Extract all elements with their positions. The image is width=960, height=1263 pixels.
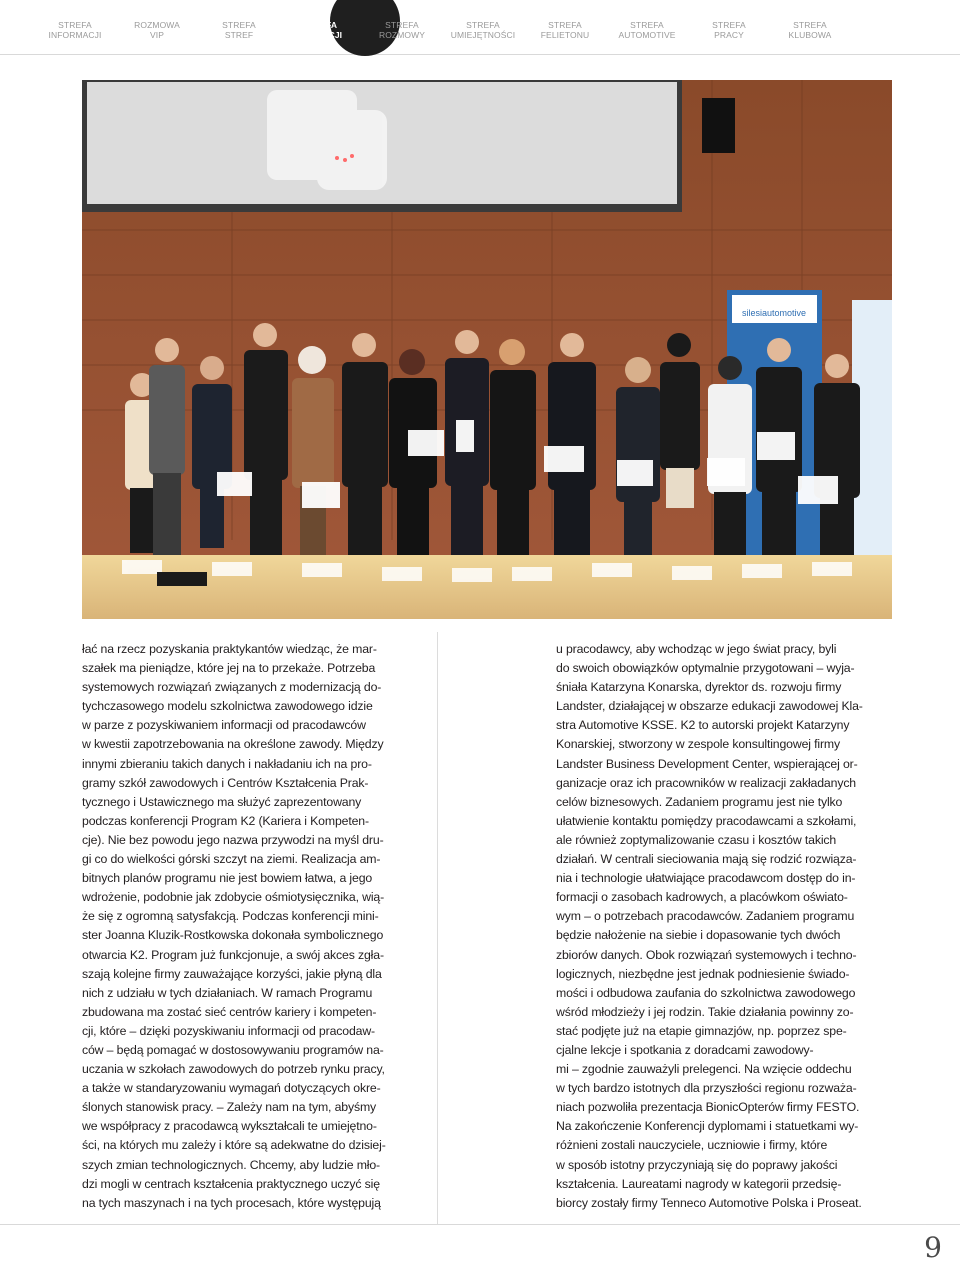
article-line: ganizacje oraz ich pracowników w realizacji zakładanych bbox=[556, 775, 857, 790]
article-line: otwarcia K2. Program już funkcjonuje, a swój akces zgła- bbox=[82, 947, 384, 962]
nav-item-line1: STREFA bbox=[793, 20, 827, 30]
footer-rule bbox=[0, 1224, 960, 1225]
article-line: Landster, działającej w obszarze edukacji zawodowej Kla- bbox=[556, 699, 863, 714]
article-line: tychczasowego modelu szkolnictwa zawodowego idzie bbox=[82, 699, 373, 714]
article-line: niach pozwoliła prezentacja BionicOpterów firmy FESTO. bbox=[556, 1100, 860, 1115]
nav-item-line1: STREFA bbox=[302, 20, 338, 30]
article-line: cjalne lekcje i spotkania z doradcami zawodowy- bbox=[556, 1042, 814, 1057]
article-line: cji, które – dzięki pozyskiwaniu informacji od pracodaw- bbox=[82, 1023, 376, 1038]
article-line: działań. W centrali sieciowania mają się rodzić rozwiąza- bbox=[556, 852, 857, 867]
article-line: celów biznesowych. Zadaniem programu jest nie tylko bbox=[556, 794, 843, 809]
nav-item-line2: FELIETONU bbox=[540, 29, 590, 40]
article-line: w parze z pozyskiwaniem informacji od pracodawców bbox=[82, 718, 366, 733]
nav-item-line2: VIP bbox=[149, 29, 164, 40]
nav-item-klubowa[interactable] bbox=[765, 21, 855, 40]
nav-item-line2: AUTOMOTIVE bbox=[618, 29, 676, 40]
nav-item-line1: STREFA bbox=[58, 20, 92, 30]
article-line: kształcenia. Laureatami nagrody w kategorii przedsię- bbox=[556, 1176, 842, 1191]
column-divider bbox=[437, 632, 438, 1224]
article-column-left bbox=[82, 640, 427, 1213]
article-line: różnieni zostali nauczyciele, uczniowie i firmy, które bbox=[556, 1138, 828, 1153]
article-line: śniała Katarzyna Konarska, dyrektor ds. rozwoju firmy bbox=[556, 680, 842, 695]
nav-item-pracy[interactable] bbox=[684, 21, 774, 40]
nav-item-line2: KLUBOWA bbox=[788, 29, 832, 40]
article-line: a także w standaryzowaniu wymagań dotyczących okre- bbox=[82, 1081, 381, 1096]
article-line: logicznych, niezbędne jest jednak podniesienie świado- bbox=[556, 966, 850, 981]
nav-item-line1: STREFA bbox=[712, 20, 746, 30]
nav-item-edukacji[interactable] bbox=[275, 21, 365, 40]
article-line: podczas konferencji Program K2 (Kariera i Kompeten- bbox=[82, 813, 369, 828]
article-line: cje). Nie bez powodu jego nazwa przywodzi na myśl dru- bbox=[82, 832, 384, 847]
article-line: innymi zbieraniu takich danych i nakładaniu ich na pro- bbox=[82, 756, 372, 771]
article-line: nich z udziału w tych działaniach. W ramach Programu bbox=[82, 985, 373, 1000]
article-line: mi – zgodnie zauważyli prelegenci. Na wzięcie oddechu bbox=[556, 1062, 852, 1077]
article-line: Na zakończenie Konferencji dyplomami i statuetkami wy- bbox=[556, 1119, 859, 1134]
article-line: szałek ma pieniądze, które jej na to przekaże. Potrzeba bbox=[82, 661, 376, 676]
article-line: że się z ogromną satysfakcją. Podczas konferencji mini- bbox=[82, 909, 379, 924]
article-line: gi co do wielkości górski szczyt na ziemi. Realizacja am- bbox=[82, 852, 381, 867]
nav-item-line1: ROZMOWA bbox=[134, 20, 180, 30]
nav-item-line1: STREFA bbox=[222, 20, 256, 30]
article-column-right bbox=[556, 640, 901, 1213]
page-number: 9 bbox=[924, 1231, 942, 1263]
section-navigation bbox=[0, 0, 960, 55]
article-line: ster Joanna Kluzik-Rostkowska dokonała symbolicznego bbox=[82, 928, 384, 943]
article-line: będzie nałożenie na siebie i dopasowanie tych dwóch bbox=[556, 928, 841, 943]
nav-item-line2: STREF bbox=[224, 29, 254, 40]
article-line: Landster Business Development Center, wspierającej or- bbox=[556, 756, 858, 771]
article-line: ale również zoptymalizowanie czasu i kosztów takich bbox=[556, 832, 837, 847]
article-line: uczania w szkołach zawodowych do potrzeb rynku pracy, bbox=[82, 1062, 385, 1077]
article-line: tycznego i Ustawicznego ma służyć zaprezentowany bbox=[82, 794, 362, 809]
article-line: Konarskiej, stworzony w zespole konsultingowej firmy bbox=[556, 737, 841, 752]
nav-item-automotive[interactable] bbox=[602, 21, 692, 40]
article-line: stać podjęte już na etapie gimnazjów, np. poprzez spe- bbox=[556, 1023, 847, 1038]
nav-item-line1: STREFA bbox=[385, 20, 419, 30]
article-line: wdrożenie, podobnie jak zdobycie ośmiotysięcznika, wią- bbox=[82, 890, 385, 905]
article-line: łać na rzecz pozyskania praktykantów wiedząc, że mar- bbox=[82, 642, 377, 656]
article-line: formacji o zasobach kadrowych, a placówkom oświato- bbox=[556, 890, 848, 905]
article-line: ułatwienie kontaktu pomiędzy pracodawcami a szkołami, bbox=[556, 813, 857, 828]
article-line: zbudowana ma zostać sieć centrów kariery i kompeten- bbox=[82, 1004, 377, 1019]
article-line: wym – o potrzebach pracodawców. Zadaniem programu bbox=[556, 909, 855, 924]
article-line: do swoich obowiązków optymalnie przygotowani – wyja- bbox=[556, 661, 855, 676]
nav-item-vip[interactable] bbox=[112, 21, 202, 40]
article-line: bitnych planów programu nie jest bowiem łatwa, a jego bbox=[82, 871, 373, 886]
article-line: ców – będą pomagać w dostosowywaniu programów na- bbox=[82, 1042, 384, 1057]
nav-item-line2: EDUKACJI bbox=[297, 29, 343, 40]
nav-item-line1: STREFA bbox=[630, 20, 664, 30]
article-line: w tych bardzo istotnych dla przyszłości regionu rozważa- bbox=[556, 1081, 857, 1096]
nav-item-line2: INFORMACJI bbox=[48, 29, 102, 40]
article-line: mości i odbudowa zaufania do szkolnictwa zawodowego bbox=[556, 985, 856, 1000]
nav-item-stref[interactable] bbox=[194, 21, 284, 40]
nav-item-line2: ROZMOWY bbox=[378, 29, 426, 40]
article-line: u pracodawcy, aby wchodząc w jego świat pracy, byli bbox=[556, 642, 837, 656]
article-line: zbiorów danych. Obok rozwiązań systemowych i techno- bbox=[556, 947, 857, 962]
article-line: systemowych rozwiązań związanych z modernizacją do- bbox=[82, 680, 382, 695]
nav-item-line2: UMIEJĘTNOŚCI bbox=[450, 29, 516, 40]
article-line: szych zmian technologicznych. Chcemy, aby ludzie mło- bbox=[82, 1157, 381, 1172]
article-line: nia i technologie ułatwiające pracodawcom dostęp do in- bbox=[556, 871, 856, 886]
article-line: szają kolejne firmy zauważające korzyści, jakie płyną dla bbox=[82, 966, 382, 981]
article-line: w sposób istotny przyczyniają się do poprawy jakości bbox=[556, 1157, 838, 1172]
nav-item-line2: PRACY bbox=[714, 29, 744, 40]
nav-item-informacji[interactable] bbox=[30, 21, 120, 40]
article-line: w kwestii zapotrzebowania na określone zawody. Między bbox=[82, 737, 384, 752]
nav-item-line1: STREFA bbox=[548, 20, 582, 30]
article-line: wśród młodzieży i jej rodzin. Takie działania powinny zo- bbox=[556, 1004, 854, 1019]
article-line: ści, na których mu zależy i które są adekwatne do dzisiej- bbox=[82, 1138, 386, 1153]
article-line: biorcy zostały firmy Tenneco Automotive Polska i Proseat. bbox=[556, 1195, 862, 1210]
nav-item-rozmowy[interactable] bbox=[357, 21, 447, 40]
article-line: gramy szkół zawodowych i Centrów Kształcenia Prak- bbox=[82, 775, 369, 790]
article-line: na tych maszynach i na tych procesach, które występują bbox=[82, 1195, 381, 1210]
article-line: ślonych stanowisk pracy. – Zależy nam na tym, abyśmy bbox=[82, 1100, 377, 1115]
article-line: we współpracy z pracodawcą wykształcali te umiejętno- bbox=[82, 1119, 377, 1134]
nav-item-felietonu[interactable] bbox=[520, 21, 610, 40]
event-photo bbox=[82, 80, 892, 619]
nav-item-umiejętności[interactable] bbox=[438, 21, 528, 40]
nav-item-line1: STREFA bbox=[466, 20, 500, 30]
banner-text: silesiautomotive bbox=[741, 308, 807, 318]
article-line: dzi mogli w centrach kształcenia praktycznego uczyć się bbox=[82, 1176, 380, 1191]
article-line: stra Automotive KSSE. K2 to autorski projekt Katarzyny bbox=[556, 718, 850, 733]
